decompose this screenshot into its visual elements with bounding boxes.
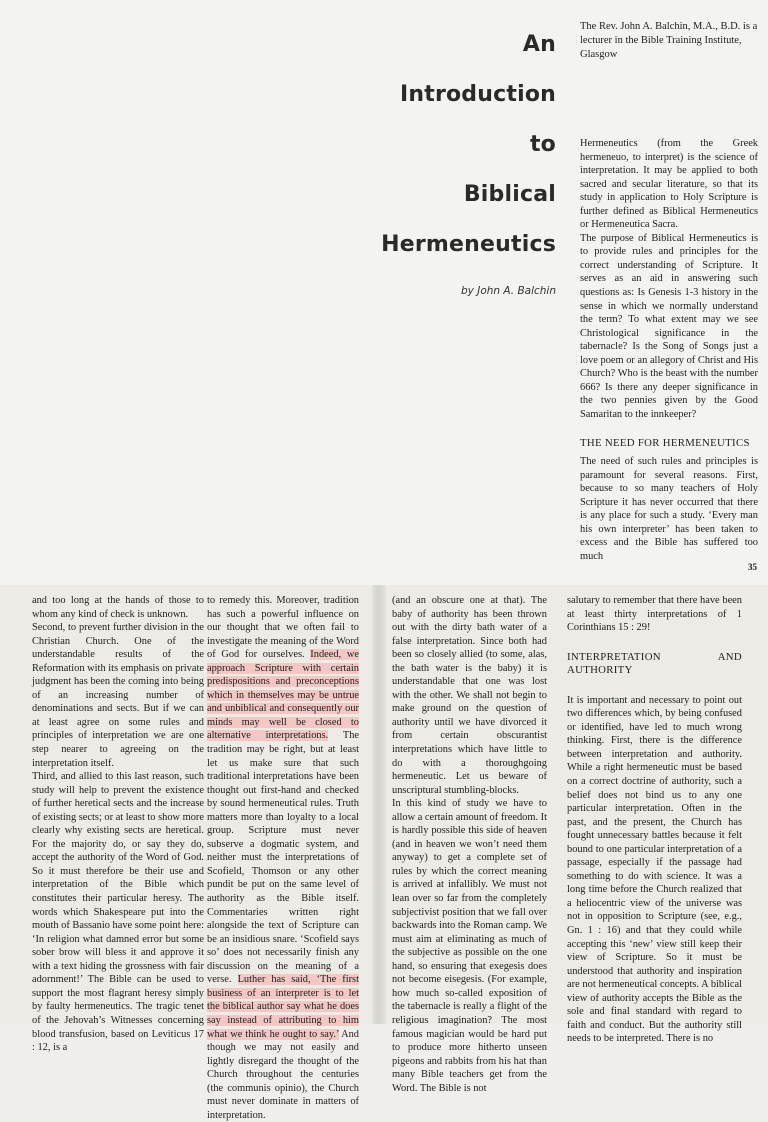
column-4 [567,594,742,1046]
col2-text-b: The tradition may be right, but at least let us make sure that such traditional interpretations have been thought out first-hand and checked by sound hermeneutical rules. Truth matters more than loyalty to a local group. Scripture must never subserve a dogmatic system, and neither must the interpretations of Scofield, Thomson or any other pundit be put on the same level of authority as the Bible itself. Commentaries written right alongside the text of Scripture can be an insidious snare. ‘Scofield says so’ does not necessarily finish any discussion on the meaning of a verse. [207,730,359,986]
col3-paragraph-2: In this kind of study we have to allow a certain amount of freedom. It is hardly possible this side of heaven (and in heaven we won’t need them anyway) to get a complete set of rules by which the correct meaning is arrived at infallibly. We must not lean over so far from the completely subjectivist position that we fall over backwards into the Roman camp. We must aim at eliminating as much of the subjective as possible on the one hand, so ensuring that exegesis does not become eisegesis. (For example, how much so-called exposition of the tabernacle is really a flight of the religious imagination? The most famous magician would be hard put to produce more hitherto unseen pigeons and rabbits from his hat than many Bible teachers get from the Word. The Bible is not [392,798,547,1094]
column-2 [207,594,359,1122]
title-word-introduction: Introduction [399,82,556,107]
intro-paragraph: Hermeneutics (from the Greek hermeneuo, to interpret) is the science of interpretation. It may be applied to both sacred and secular literature, so that its study in application to Holy Scripture is further defined as Biblical Hermeneutics or Hermeneutica Sacra. [580,138,758,231]
book-gutter [372,585,386,1024]
highlighted-passage-2: Luther has said, ‘The first business of an interpreter is to let the biblical author say what he does say instead of attributing to him what we think he ought to say.’ [207,974,359,1040]
col1-paragraph-3: Third, and allied to this last reason, such study will help to prevent the existence of further heretical sects and the increase of existing sects; or at least to show more clearly why existing sects are heretical. For the majority do, or say they do, accept the authority of the Word of God. So it must therefore be their use and interpretation of the Bible which constitutes their particular heresy. The words which Shakespeare put into the mouth of Bassanio have some point here: ‘In religion what damned error but some sober brow will bless it and approve it with a text hiding the grossness with fair adornment!’ The Bible can be used to support the most flagrant heresy simply by faulty hermeneutics. The tragic tenet of the Jehovah’s Witnesses concerning blood transfusion, based on Leviticus 17 : 12, is a [32,771,204,1054]
need-paragraph: The need of such rules and principles is paramount for several reasons. First, because to so many teachers of Holy Scripture it has never occurred that there is any place for such a study. ‘Every man his own interpreter’ has been taken to excess and the Bible has suffered too much [580,456,758,562]
col2-paragraph [207,594,359,1122]
title-word-biblical: Biblical [463,182,556,207]
author-note: The Rev. John A. Balchin, M.A., B.D. is a lecturer in the Bible Training Institute, Glasgow [580,21,758,60]
col4-paragraph-1: salutary to remember that there have been at least thirty interpretations of 1 Corinthians 15 : 29! [567,595,742,634]
title-word-to: to [529,132,556,157]
title-word-hermeneutics: Hermeneutics [381,232,556,257]
highlighted-passage-1: Indeed, we approach Scripture with certain predispositions and preconceptions which in themselves may be untrue and unbiblical and consequently our minds may well be closed to alternative interpretations. [207,649,359,742]
col1-paragraph-1: and too long at the hands of those to whom any kind of check is unknown. [32,595,204,620]
upper-right-column [580,137,758,563]
col3-paragraph-1: (and an obscure one at that). The baby of authority has been thrown out with the dirty bath water of a false interpretation. Since both had been so closely allied (to some, alas, the bath water is the baby) it is understandable that one was lost with the other. We shall not begin to make ground on the question of authority until we have divorced it from certain obscurantist interpretations which have little to do with a thoroughgoing hermeneutic. Let us beware of unscriptural stumbling-blocks. [392,595,547,796]
column-3 [392,594,547,1095]
col1-paragraph-2: Second, to prevent further division in the Christian Church. One of the understandable results of the Reformation with its emphasis on private judgment has been the coming into being of an increasing number of denominations and sects. But if we can at least agree on some rules and principles of interpretation we are one step nearer to agreeing on the interpretation itself. [32,622,204,769]
col4-paragraph-2: It is important and necessary to point out two differences which, by being confused or identified, have led to much wrong thinking. First, there is the difference between interpretation and authority. While a right hermeneutic must be based on a correct doctrine of authority, such a belief does not bind us to any one particular interpretation. Often in the past, and the present, the Church has fought unnecessary battles because it felt bound to one particular interpretation of a passage, especially if the passage had something to do with science. It was a long time before the Church realized that a heliocentric view of the universe was not in opposition to Scripture (see, e.g., Gn. 1 : 16) and that they could while accepting this ‘new’ view still keep their view of Scripture. So it must be understood that authority and inspiration are not hermeneutical concepts. A biblical view of authority accepts the Bible as the sole and final standard with regard to faith and conduct. But the authority still needs to be interpreted. There is no [567,694,742,1045]
purpose-paragraph: The purpose of Biblical Hermeneutics is to provide rules and principles for the correct understanding of Scripture. It serves as an aid in answering such questions as: Is Genesis 1-3 history in the sense in which we normally understand the term? To what extent may we see Christological significance in the tabernacle? Is the Song of Songs just a love poem or an allegory of Christ and His Church? Who is the beast with the number 666? Is there any deeper significance in the two pennies given by the Good Samaritan to the innkeeper? [580,232,758,420]
column-1 [32,594,204,1055]
section-heading-interpretation: INTERPRETATION AND AUTHORITY [567,650,742,677]
col2-text-a: to remedy this. Moreover, tradition has such a powerful influence on our thought that we often fail to investigate the meaning of the Word of God for ourselves. [207,595,359,661]
title-word-an: An [522,32,556,57]
byline: by John A. Balchin [461,285,556,297]
section-heading-need: THE NEED FOR HERMENEUTICS [580,437,750,450]
page-number: 35 [748,562,757,572]
col2-text-c: And though we may not easily and lightly disregard the thought of the Church throughout the centuries (the communis opinio), the Church must never dominate in matters of interpretation. [207,1028,359,1121]
